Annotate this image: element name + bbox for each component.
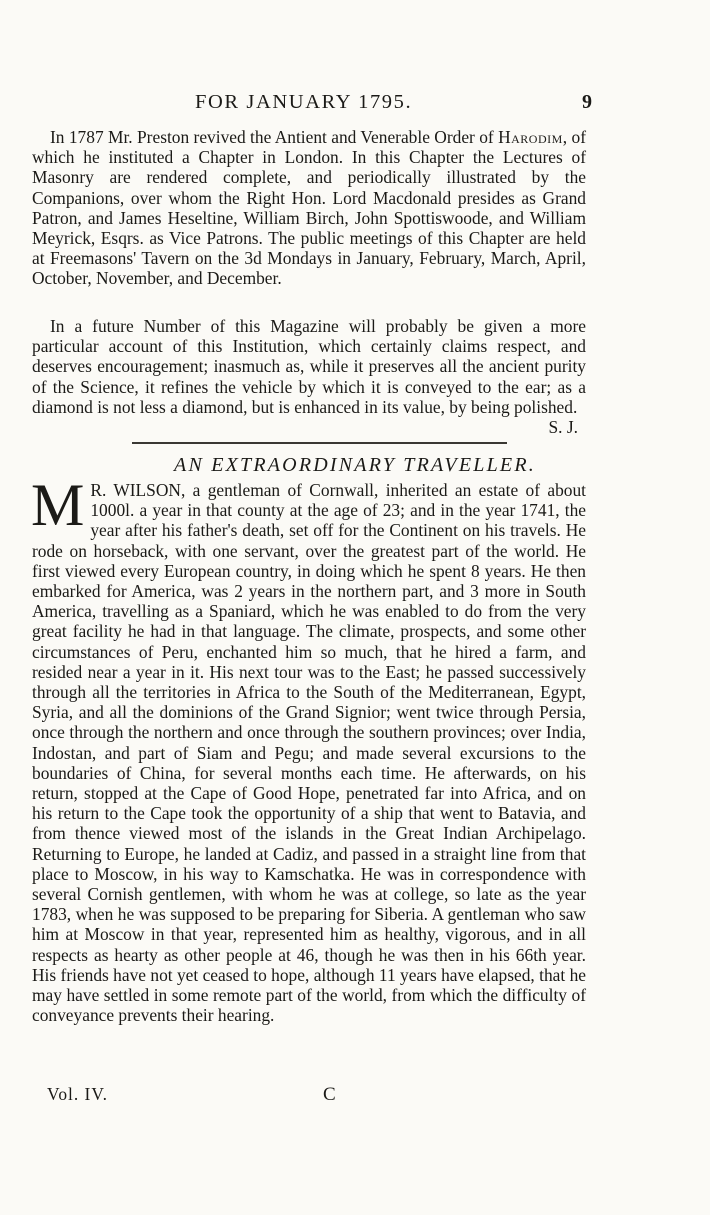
running-title: FOR JANUARY 1795. (195, 91, 413, 113)
author-signature: S. J. (548, 417, 578, 438)
article-text: R. WILSON, a gentleman of Cornwall, inherited an estate of about 1000l. a year in that county at the age of 23; and in the year 1741, the year after his father's death, set off for the Continent on his travels. He rode on horseback, with one servant, over the greatest part of the world. He first viewed every European country, in doing which he spent 8 years. He then embarked for America, was 2 years in the northern part, and 3 more in South America, travelling as a Spaniard, which he was enabled to do from the very great facility he had in that language. The climate, prospects, and some other circumstances of Peru, enchanted him so much, that he hired a farm, and resided near a year in it. His next tour was to the East; he passed successively through all the territories in Africa to the South of the Mediterranean, Egypt, Syria, and all the dominions of the Grand Signior; went twice through Persia, once through the northern and once through the southern provinces; over India, Indostan, and part of Siam and Pegu; and made several excursions to the boundaries of China, for several months each time. He afterwards, on his return, stopped at the Cape of Good Hope, penetrated far into Africa, and on his return to the Cape took the opportunity of a ship that went to Batavia, and from thence viewed most of the islands in the Great Indian Archipelago. Returning to Europe, he landed at Cadiz, and passed in a straight line from that place to Moscow, in his way to Kamschatka. He was in correspondence with several Cornish gentlemen, with whom he was at college, so late as the year 1783, when he was supposed to be preparing for Siberia. A gentleman who saw him at Moscow in that year, represented him as healthy, vigorous, and in all respects as hearty as other people at 46, though he was then in his 66th year. His friends have not yet ceased to hope, although 11 years have elapsed, that he may have settled in some remote part of the world, from which the difficulty of conveyance prevents their hearing. (32, 480, 586, 1026)
intro-paragraph-future-number (32, 316, 586, 437)
page-footer (0, 1084, 710, 1108)
article-body (31, 472, 586, 1026)
intro-paragraph-harodim (32, 127, 586, 289)
signature-mark: C (323, 1084, 336, 1105)
intro-text-part2: , of which he instituted a Chapter in London. In this Chapter the Lectures of Masonry are rendered complete, and periodically illustrated by the Companions, over whom the Right Hon. Lord Macdonald presides as Grand Patron, and James Heseltine, William Birch, John Spottiswoode, and William Meyrick, Esqrs. as Vice Patrons. The public meetings of this Chapter are held at Freemasons' Tavern on the 3d Mondays in January, February, March, April, October, November, and December. (32, 127, 586, 289)
intro-text-part1: In 1787 Mr. Preston revived the Antient and Venerable Order of (50, 127, 499, 147)
page-header (0, 91, 710, 121)
order-name: Harodim (498, 127, 563, 147)
intro-para2-text: In a future Number of this Magazine will probably be given a more particular account of this Institution, which certainly claims respect, and deserves encouragement; inasmuch as, while it preserves all the ancient purity of the Science, it refines the vehicle by which it is conveyed to the ear; as a diamond is not less a diamond, but is enhanced in its value, by being polished. (32, 316, 586, 417)
article-title: AN EXTRAORDINARY TRAVELLER. (174, 454, 536, 476)
page-number: 9 (582, 91, 592, 113)
drop-cap: M (31, 472, 85, 538)
volume-label: Vol. IV. (47, 1084, 108, 1104)
section-divider (132, 442, 507, 444)
